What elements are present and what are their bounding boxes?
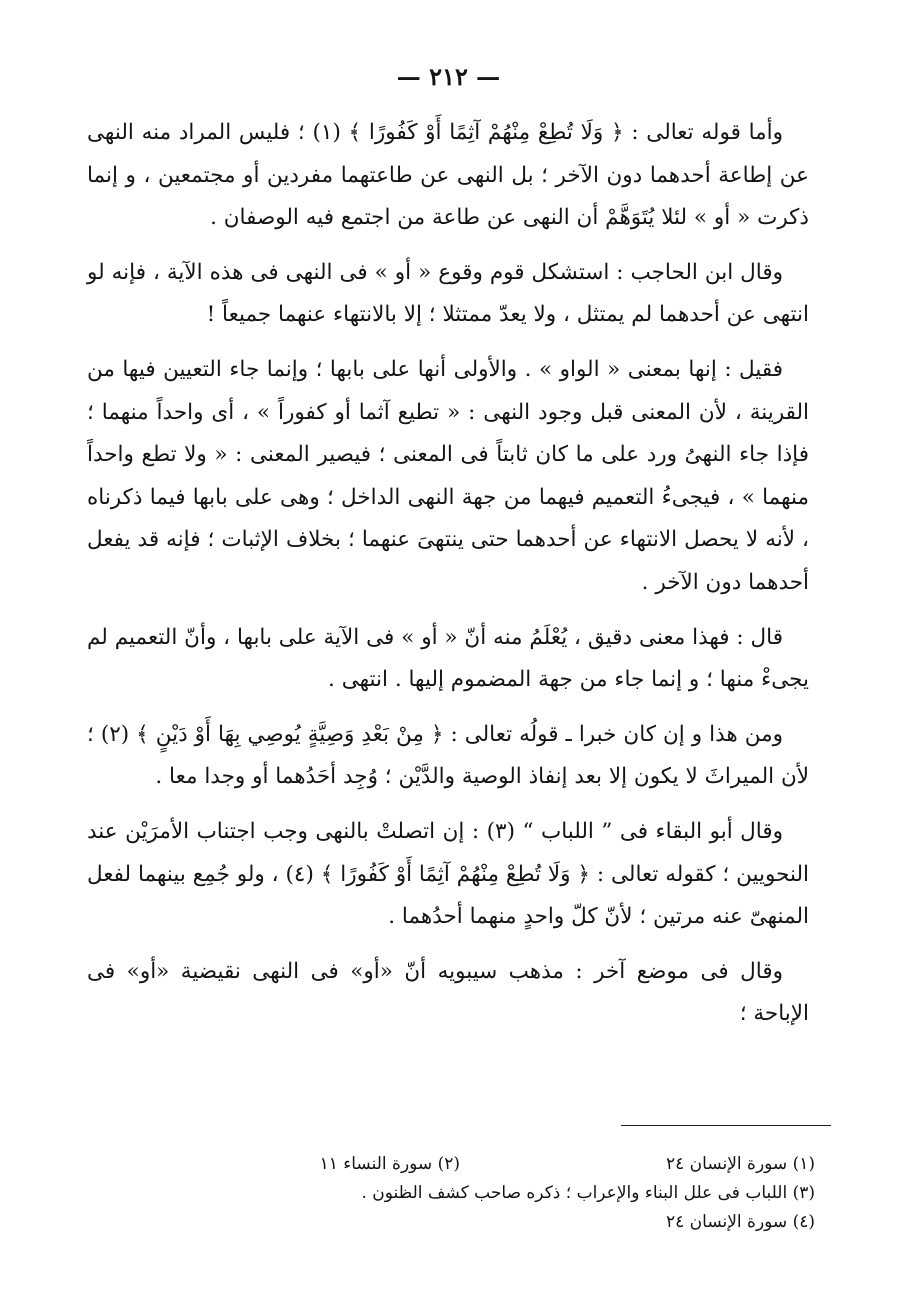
main-text [87,112,809,1048]
footnote-2: (٢) سورة النساء ١١ [319,1154,460,1174]
paragraph-3: فقيل : إنها بمعنى « الواو » . والأولى أنها على بابها ؛ وإنما جاء التعيين فيها من القرينة ، لأن المعنى قبل وجود النهى : « تطيع آثما أو كفوراً » ، أى واحداً منهما ؛ فإذا جاء النهىُ ورد على ما كان ثابتاً فى المعنى ؛ فيصير المعنى : « ولا تطع واحداً منهما » ، فيجىءُ التعميم فيهما من جهة النهى الداخل ؛ وهى على بابها فيما ذكرناه ، لأنه لا يحصل الانتهاء عن أحدهما حتى ينتهىَ عنهما ؛ بخلاف الإثبات ؛ فإنه قد يفعل أحدهما دون الآخر . [87,356,809,595]
footnote-divider [621,1125,831,1126]
footnotes [85,1150,815,1237]
footnote-3: (٣) اللباب فى علل البناء والإعراب ؛ ذكره صاحب كشف الظنون . [361,1183,815,1203]
footnote-1: (١) سورة الإنسان ٢٤ [665,1154,815,1174]
footnote-row-3 [85,1208,815,1237]
footnote-row-2 [85,1179,815,1208]
footnote-row-1 [85,1150,815,1179]
page-number: — ٢١٢ — [396,62,501,91]
paragraph-1: وأما قوله تعالى : ﴿ وَلَا تُطِعْ مِنْهُمْ آثِمًا أَوْ كَفُورًا ﴾ (١) ؛ فليس المراد منه النهى عن إطاعة أحدهما دون الآخر ؛ بل النهى عن طاعتهما مفردين أو مجتمعين ، و إنما ذكرت « أو » لئلا يُتَوَهَّمْ أن النهى عن طاعة من اجتمع فيه الوصفان . [87,120,809,231]
paragraph-4: قال : فهذا معنى دقيق ، يُعْلَمُ منه أنّ « أو » فى الآية على بابها ، وأنّ التعميم لم يجىءْ منها ؛ و إنما جاء من جهة المضموم إليها . انتهى . [87,624,809,693]
paragraph-5: ومن هذا و إن كان خبرا ـ قولُه تعالى : ﴿ مِنْ بَعْدِ وَصِيَّةٍ يُوصِي بِهَا أَوْ دَيْنٍ ﴾ (٢) ؛ لأن الميراثَ لا يكون إلا بعد إنفاذ الوصية والدَّيْن ؛ وُجِد أحَدُهما أو وجدا معا . [87,721,809,790]
paragraph-6: وقال أبو البقاء فى ” اللباب “ (٣) : إن اتصلتْ بالنهى وجب اجتناب الأمرَيْن عند النحويين ؛ كقوله تعالى : ﴿ وَلَا تُطِعْ مِنْهُمْ آثِمًا أَوْ كَفُورًا ﴾ (٤) ، ولو جُمِع بينهما لفعل المنهىّ عنه مرتين ؛ لأنّ كلّ واحدٍ منهما أحدُهما . [87,818,809,930]
paragraph-7: وقال فى موضع آخر : مذهب سيبويه أنّ «أو» فى النهى نقيضية «أو» فى الإباحة ؛ [87,958,809,1027]
footnote-4: (٤) سورة الإنسان ٢٤ [665,1212,815,1232]
paragraph-2: وقال ابن الحاجب : استشكل قوم وقوع « أو » فى النهى فى هذه الآية ، فإنه لو انتهى عن أحدهما لم يمتثل ، ولا يعدّ ممتثلا ؛ إلا بالانتهاء عنهما جميعاً ! [87,259,809,328]
